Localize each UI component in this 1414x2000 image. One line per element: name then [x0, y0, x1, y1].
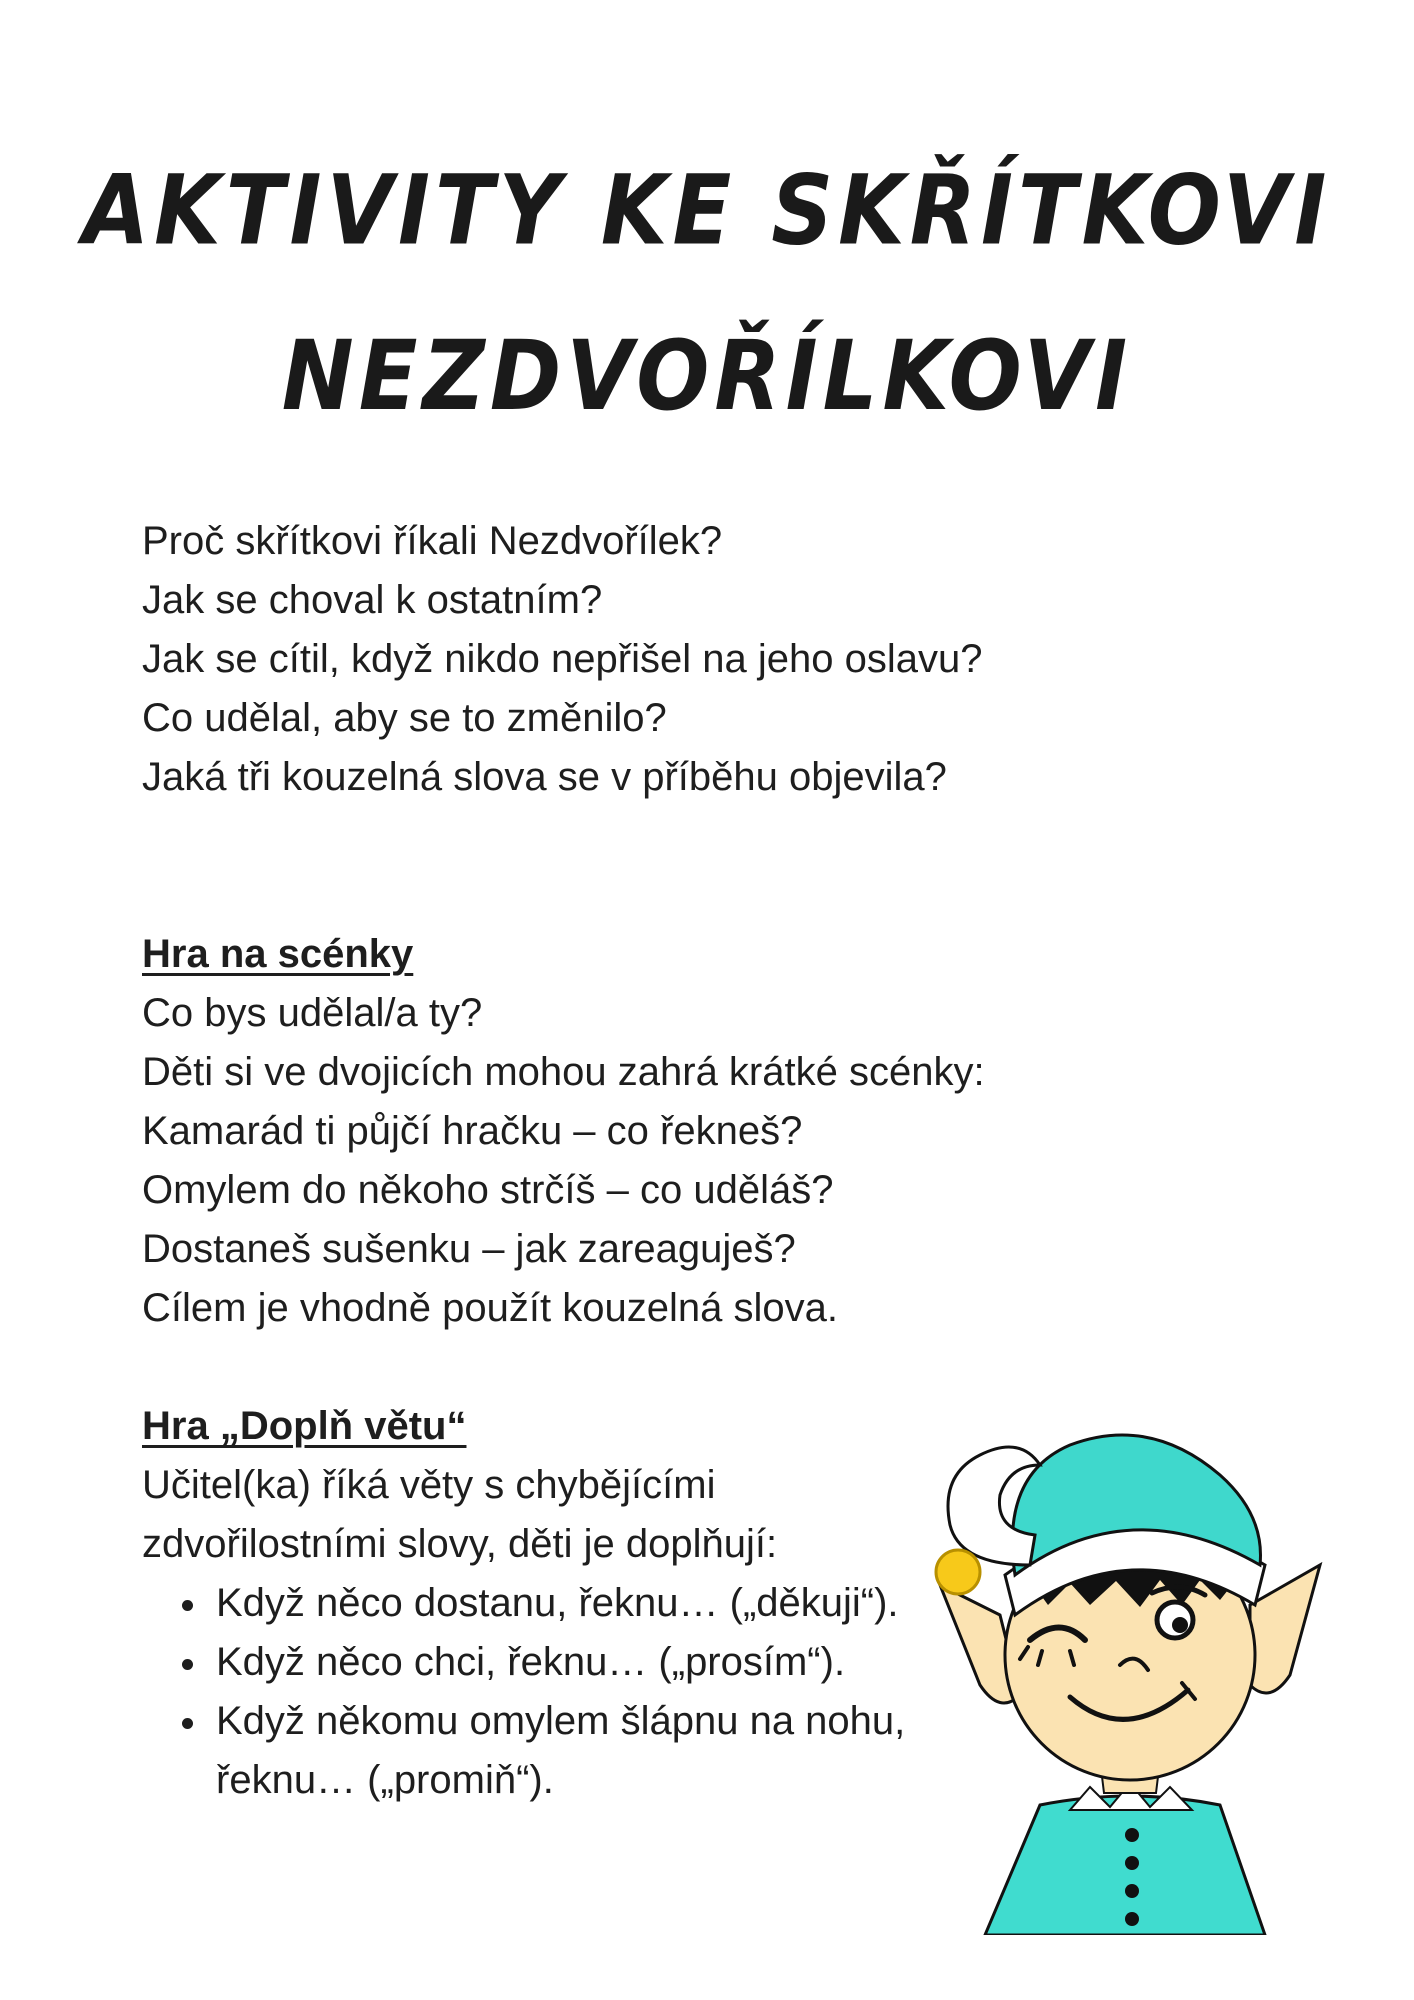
scenky-line: Dostaneš sušenku – jak zareaguješ?	[142, 1227, 796, 1271]
elf-button	[1125, 1912, 1139, 1926]
section-heading-doplnvetu: Hra „Doplň větu“	[142, 1404, 467, 1448]
elf-button	[1125, 1828, 1139, 1842]
elf-shirt	[985, 1796, 1265, 1935]
scenky-line: Co bys udělal/a ty?	[142, 991, 483, 1035]
list-item: Když někomu omylem šlápnu na nohu, řeknu… („promiň“).	[142, 1692, 906, 1810]
title-line-1: AKTIVITY KE SKŘÍTKOVI	[82, 154, 1332, 267]
list-item: Když něco dostanu, řeknu… („děkuji“).	[142, 1574, 906, 1633]
elf-button	[1125, 1884, 1139, 1898]
question: Jak se choval k ostatním?	[142, 578, 603, 622]
scenky-line: Omylem do někoho strčíš – co uděláš?	[142, 1168, 834, 1212]
section-heading-scenky: Hra na scénky	[142, 932, 414, 976]
scenky-section	[142, 925, 1142, 1338]
page-title	[0, 128, 1414, 460]
question: Co udělal, aby se to změnilo?	[142, 696, 667, 740]
doplnvetu-intro-line: Učitel(ka) říká věty s chybějícími	[142, 1463, 716, 1507]
questions-section	[142, 512, 1142, 807]
scenky-line: Cílem je vhodně použít kouzelná slova.	[142, 1286, 838, 1330]
scenky-line: Kamarád ti půjčí hračku – co řekneš?	[142, 1109, 803, 1153]
question: Jak se cítil, když nikdo nepřišel na jeho oslavu?	[142, 637, 983, 681]
elf-pupil	[1172, 1617, 1188, 1633]
winking-elf-illustration	[920, 1415, 1340, 1935]
doplnvetu-intro-line: zdvořilostními slovy, děti je doplňují:	[142, 1522, 778, 1566]
elf-pompom	[936, 1550, 980, 1594]
scenky-line: Děti si ve dvojicích mohou zahrá krátké scénky:	[142, 1050, 985, 1094]
list-item: Když něco chci, řeknu… („prosím“).	[142, 1633, 906, 1692]
question: Jaká tři kouzelná slova se v příběhu objevila?	[142, 755, 947, 799]
question: Proč skřítkovi říkali Nezdvořílek?	[142, 519, 723, 563]
title-line-2: NEZDVOŘÍLKOVI	[281, 320, 1133, 433]
elf-button	[1125, 1856, 1139, 1870]
